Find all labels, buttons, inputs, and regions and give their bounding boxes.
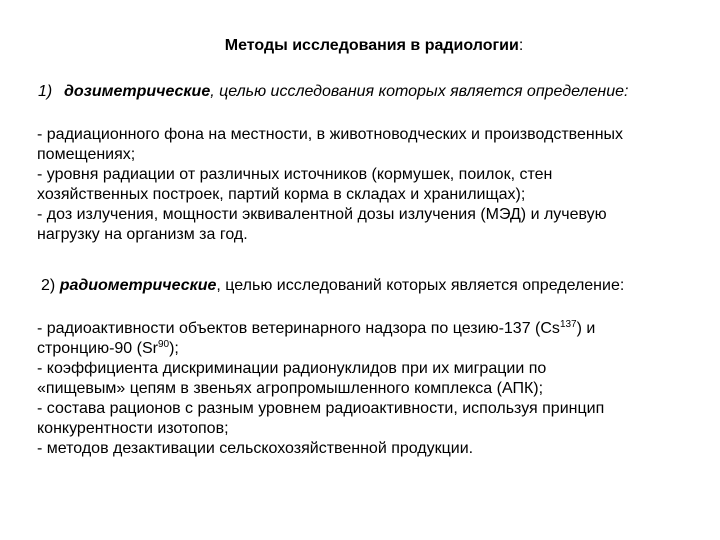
section-2-line: «пищевым» цепям в звеньях агропромышленного комплекса (АПК); — [37, 380, 544, 397]
slide-title-colon: : — [518, 37, 524, 54]
strontium-text-end: ); — [169, 340, 179, 357]
slide-title-text: Методы исследования в радиологии — [224, 37, 519, 54]
section-2-line: - коэффициента дискриминации радионуклидов при их миграции по — [37, 360, 547, 377]
section-1-term: дозиметрические — [64, 83, 211, 100]
section-2-line: - состава рационов с разным уровнем радиоактивности, используя принцип — [37, 400, 605, 417]
section-1-body — [37, 125, 713, 245]
section-1-line: помещениях; — [37, 146, 136, 163]
section-2-heading — [41, 276, 713, 296]
section-1-line: - уровня радиации от различных источников (кормушек, поилок, стен — [37, 166, 553, 183]
section-2-number: 2) — [41, 277, 56, 294]
section-1-heading-rest: , целью исследования которых является определение: — [210, 83, 629, 100]
slide-title — [0, 36, 720, 56]
section-2-body — [37, 319, 713, 459]
strontium-text: стронцию-90 (Sr — [37, 340, 158, 357]
cesium-text-end: ) и — [576, 320, 596, 337]
section-1-line: нагрузку на организм за год. — [37, 226, 248, 243]
section-1-line: хозяйственных построек, партий корма в складах и хранилищах); — [37, 186, 526, 203]
section-1-line: - радиационного фона на местности, в животноводческих и производственных — [37, 126, 624, 143]
cesium-superscript: 137 — [559, 319, 577, 330]
section-2-heading-rest: , целью исследований которых является определение: — [216, 277, 625, 294]
section-1-number: 1) — [38, 83, 53, 100]
section-2-line-strontium — [37, 339, 713, 359]
cesium-text: - радиоактивности объектов ветеринарного надзора по цезию-137 (Cs — [37, 320, 560, 337]
section-2-line-cesium — [37, 319, 713, 339]
section-2-term: радиометрические — [59, 277, 217, 294]
section-1-line: - доз излучения, мощности эквивалентной дозы излучения (МЭД) и лучевую — [37, 206, 607, 223]
section-1-heading — [38, 82, 710, 102]
section-2-line: - методов дезактивации сельскохозяйственной продукции. — [37, 440, 474, 457]
section-2-line: конкурентности изотопов; — [37, 420, 229, 437]
strontium-superscript: 90 — [157, 339, 170, 350]
